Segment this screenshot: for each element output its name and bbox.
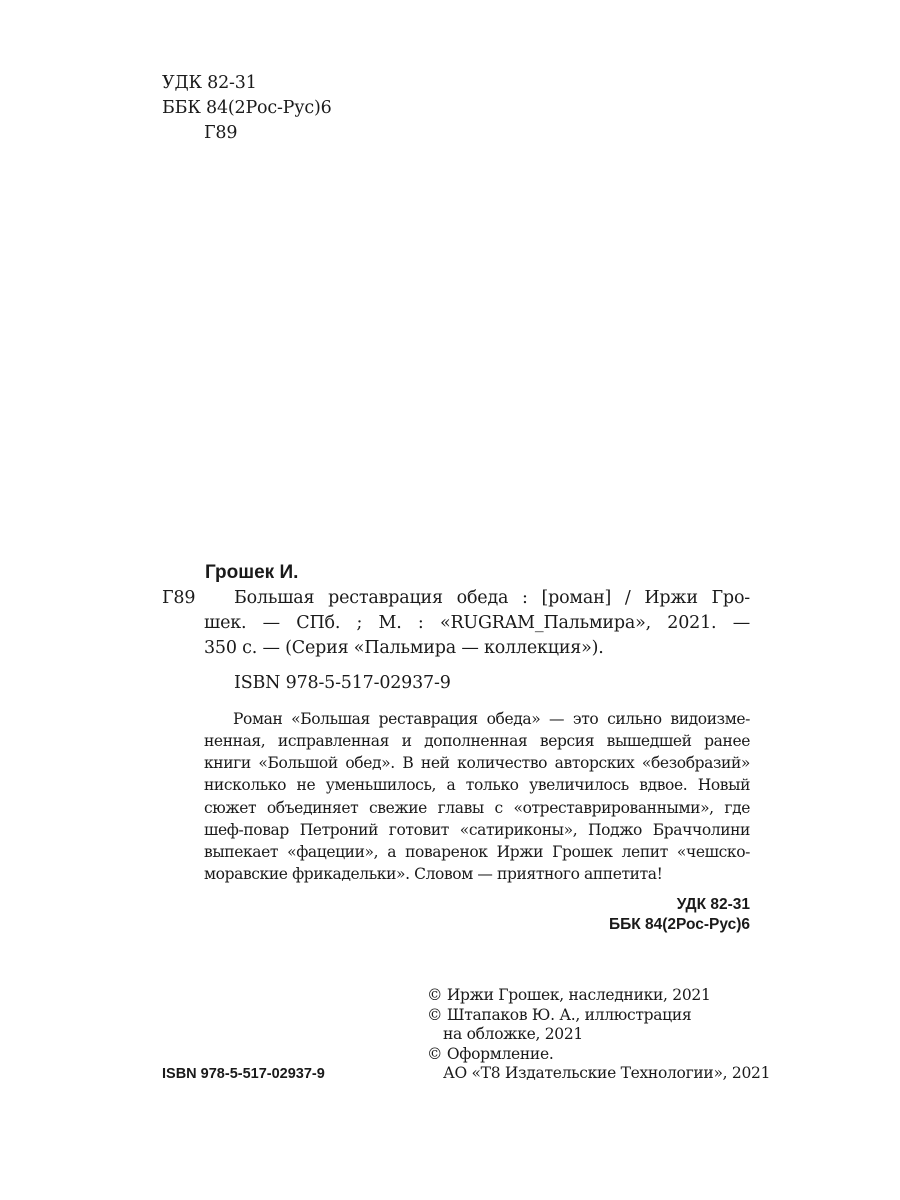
annotation-line-7: выпекает «фацеции», а поваренок Иржи Грошек лепит «чешско- — [204, 843, 750, 861]
footer-isbn: ISBN 978-5-517-02937-9 — [162, 1066, 325, 1082]
entry-isbn: ISBN 978-5-517-02937-9 — [234, 673, 451, 693]
bib-line-2: шек. — СПб. ; М. : «RUGRAM_Пальмира», 2021. — — [204, 613, 750, 633]
annotation-line-5: сюжет объединяет свежие главы с «отреставрированными», где — [204, 799, 750, 817]
top-udk-code: УДК 82-31 — [162, 73, 257, 93]
annotation-line-4: нисколько не уменьшилось, а только увеличилось вдвое. Новый — [204, 776, 750, 794]
bottom-udk-code: УДК 82-31 — [676, 896, 750, 913]
annotation-line-8: моравские фрикадельки». Словом — приятного аппетита! — [204, 865, 663, 883]
bottom-bbk-code: ББК 84(2Рос-Рус)6 — [608, 916, 750, 933]
annotation-line-6: шеф-повар Петроний готовит «сатириконы», Поджо Браччолини — [204, 821, 750, 839]
copyright-line-4: © Оформление. — [427, 1045, 554, 1063]
copyright-line-5: АО «Т8 Издательские Технологии», 2021 — [443, 1064, 771, 1082]
author-heading: Грошек И. — [205, 562, 299, 583]
copyright-line-3: на обложке, 2021 — [443, 1025, 583, 1043]
annotation-line-2: ненная, исправленная и дополненная версия вышедшей ранее — [204, 732, 750, 750]
top-author-mark: Г89 — [204, 123, 238, 143]
copyright-line-1: © Иржи Грошек, наследники, 2021 — [427, 986, 711, 1004]
bib-line-1: Большая реставрация обеда : [роман] / Иржи Гро- — [234, 588, 750, 608]
entry-author-mark: Г89 — [162, 588, 196, 608]
annotation-line-1: Роман «Большая реставрация обеда» — это сильно видоизме- — [233, 710, 750, 728]
copyright-line-2: © Штапаков Ю. А., иллюстрация — [427, 1006, 692, 1024]
annotation-line-3: книги «Большой обед». В ней количество авторских «безобразий» — [204, 754, 750, 772]
bib-line-3: 350 с. — (Серия «Пальмира — коллекция»). — [204, 638, 604, 658]
top-bbk-code: ББК 84(2Рос-Рус)6 — [162, 98, 332, 118]
